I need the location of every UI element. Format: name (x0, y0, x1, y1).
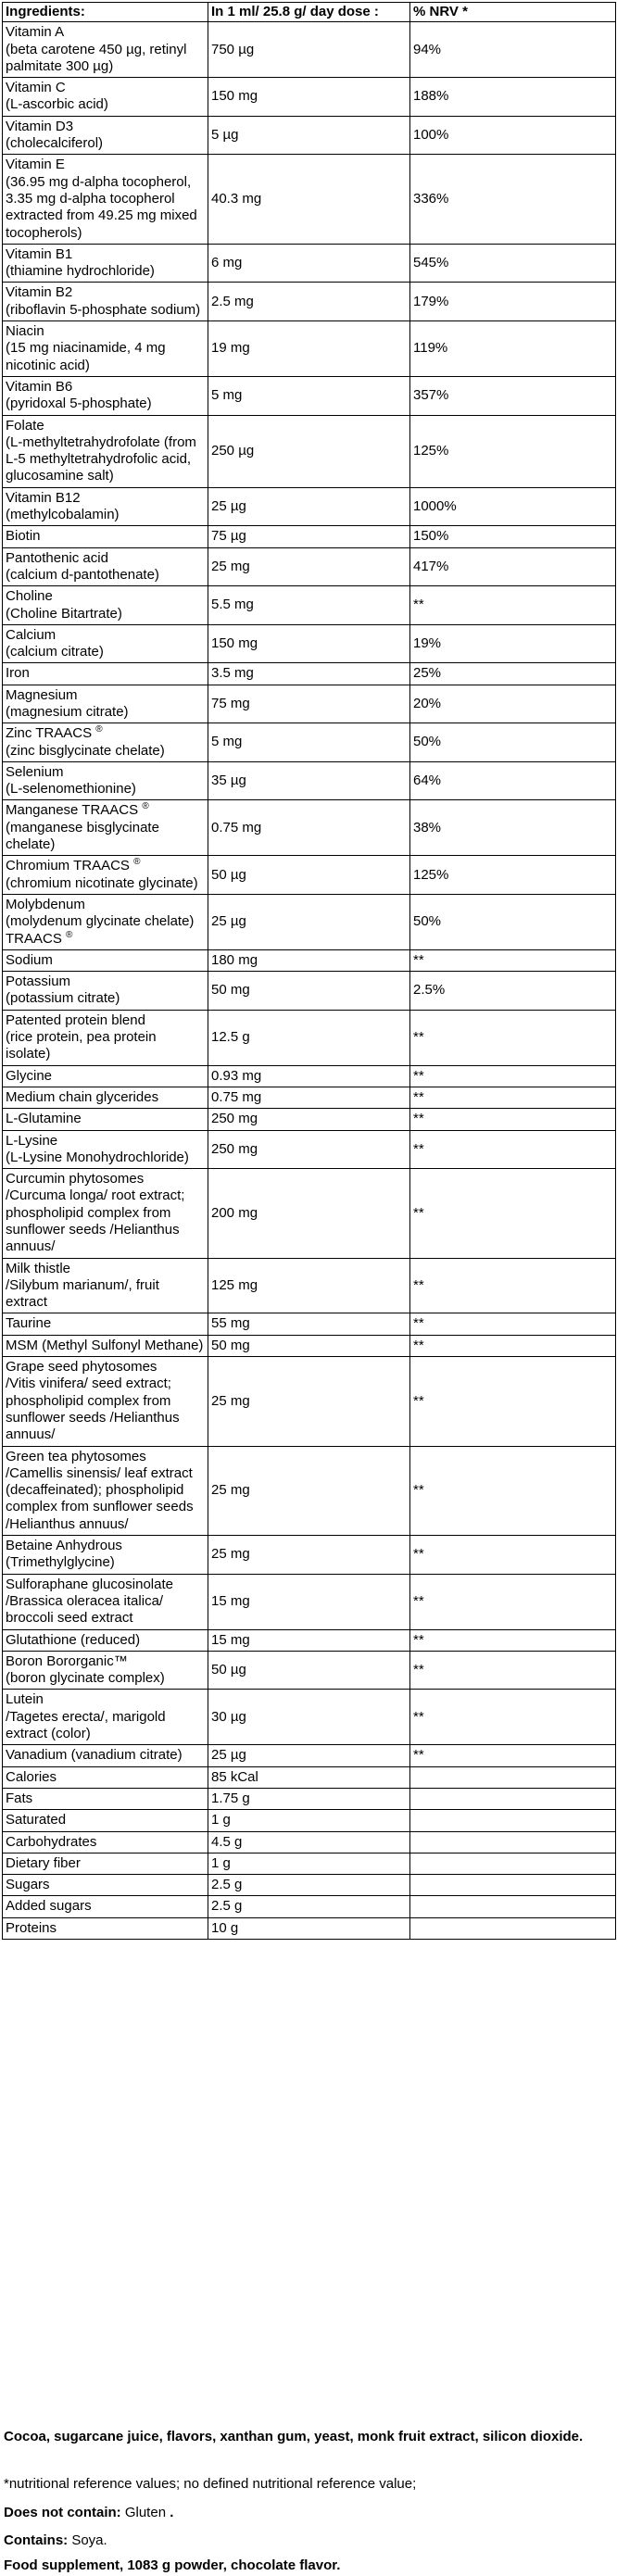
ingredient-cell (3, 321, 208, 377)
table-row (3, 1810, 616, 1831)
ingredient-name: Biotin (6, 528, 41, 545)
footer-ingredients (4, 2428, 611, 2446)
dose-cell: 4.5 g (208, 1831, 410, 1853)
dose-cell: 1 g (208, 1853, 410, 1874)
dose-cell: 50 µg (208, 1651, 410, 1690)
table-row (3, 116, 616, 155)
not-contain-value: Gluten (120, 2505, 167, 2520)
table-row (3, 1065, 616, 1087)
table-row (3, 1169, 616, 1258)
ingredient-name: Taurine (6, 1315, 52, 1332)
ingredient-cell (3, 1875, 208, 1896)
ingredient-cell (3, 1831, 208, 1853)
table-row (3, 1313, 616, 1335)
dose-cell: 75 µg (208, 526, 410, 547)
ingredient-name: Milk thistle /Silybum marianum/, fruit extract (6, 1260, 159, 1311)
ingredient-name: Niacin (15 mg niacinamide, 4 mg nicotinic acid) (6, 323, 166, 373)
table-header-row (3, 3, 616, 22)
ingredient-source: (manganese bisglycinate chelate) (6, 819, 159, 853)
dose-cell: 250 mg (208, 1109, 410, 1130)
ingredient-cell (3, 1357, 208, 1446)
table-row (3, 624, 616, 663)
dose-cell: 2.5 g (208, 1875, 410, 1896)
table-row (3, 283, 616, 321)
not-contain-label: Does not contain: (4, 2505, 121, 2520)
nrv-cell: ** (410, 1690, 616, 1745)
dose-cell: 25 mg (208, 547, 410, 586)
nrv-cell (410, 1853, 616, 1874)
nrv-cell: ** (410, 1087, 616, 1108)
table-row (3, 547, 616, 586)
nrv-cell: ** (410, 1109, 616, 1130)
nrv-cell: ** (410, 1130, 616, 1169)
table-row (3, 856, 616, 895)
dose-cell: 50 mg (208, 1335, 410, 1356)
nrv-cell: ** (410, 586, 616, 625)
ingredient-name: Saturated (6, 1812, 67, 1828)
ingredient-cell (3, 376, 208, 415)
ingredient-cell (3, 1690, 208, 1745)
nrv-cell: 179% (410, 283, 616, 321)
ingredient-cell (3, 1896, 208, 1917)
nrv-cell: 100% (410, 116, 616, 155)
table-row (3, 1690, 616, 1745)
dose-cell: 1 g (208, 1810, 410, 1831)
not-contain-end: . (166, 2505, 174, 2520)
footer-contains (4, 2532, 611, 2550)
ingredient-cell (3, 1087, 208, 1108)
nrv-cell: ** (410, 1745, 616, 1766)
ingredient-cell (3, 1745, 208, 1766)
ingredient-name: Pantothenic acid (calcium d-pantothenate) (6, 549, 159, 583)
ingredient-name: Grape seed phytosomes /Vitis vinifera/ seed extract; phospholipid complex from sunflower seeds /Helianthus annuus/ (6, 1359, 180, 1443)
registered-mark: ® (133, 857, 141, 868)
nrv-cell: 545% (410, 244, 616, 283)
ingredient-source: (zinc bisglycinate chelate) (6, 742, 165, 759)
table-row (3, 1896, 616, 1917)
dose-cell: 15 mg (208, 1574, 410, 1629)
nrv-cell: 125% (410, 415, 616, 487)
dose-cell: 1.75 g (208, 1788, 410, 1809)
dose-cell: 750 µg (208, 22, 410, 78)
ingredient-name: Selenium (L-selenomethionine) (6, 763, 136, 798)
nrv-cell: ** (410, 1313, 616, 1335)
header-ingredients: Ingredients: (3, 3, 208, 22)
nrv-cell: ** (410, 1010, 616, 1065)
ingredient-cell (3, 1574, 208, 1629)
dose-cell: 15 mg (208, 1629, 410, 1651)
ingredient-name: Vanadium (vanadium citrate) (6, 1747, 183, 1764)
ingredient-name: Vitamin B6 (pyridoxal 5-phosphate) (6, 378, 152, 412)
ingredient-name: Sodium (6, 951, 53, 968)
table-row (3, 1766, 616, 1788)
dose-cell: 2.5 mg (208, 283, 410, 321)
nrv-cell: 50% (410, 894, 616, 949)
table-row (3, 761, 616, 800)
ingredient-cell (3, 1629, 208, 1651)
ingredient-name: Magnesium (magnesium citrate) (6, 686, 129, 720)
ingredient-name: Vitamin B1 (thiamine hydrochloride) (6, 245, 155, 280)
ingredient-name: MSM (Methyl Sulfonyl Methane) (6, 1337, 204, 1353)
ingredient-name: Added sugars (6, 1898, 92, 1915)
dose-cell: 180 mg (208, 949, 410, 971)
ingredient-name: Vitamin D3 (cholecalciferol) (6, 118, 104, 152)
table-row (3, 586, 616, 625)
contains-label: Contains: (4, 2532, 69, 2548)
table-row (3, 78, 616, 117)
ingredient-name: Sulforaphane glucosinolate /Brassica oleracea italica/ broccoli seed extract (6, 1576, 173, 1627)
ingredient-name: Iron (6, 665, 30, 682)
dose-cell: 3.5 mg (208, 663, 410, 685)
dose-cell: 25 mg (208, 1446, 410, 1535)
table-row (3, 1357, 616, 1446)
ingredient-name: Patented protein blend (rice protein, pea protein isolate) (6, 1012, 157, 1062)
table-row (3, 1853, 616, 1874)
dose-cell: 30 µg (208, 1690, 410, 1745)
ingredient-cell (3, 526, 208, 547)
table-row (3, 1109, 616, 1130)
nrv-cell: 64% (410, 761, 616, 800)
nrv-cell: ** (410, 1651, 616, 1690)
ingredient-name: Choline (Choline Bitartrate) (6, 588, 122, 622)
ingredient-cell (3, 1536, 208, 1575)
ingredient-cell (3, 1917, 208, 1939)
dose-cell: 0.75 mg (208, 1087, 410, 1108)
ingredient-cell (3, 487, 208, 526)
ingredient-name: Boron Bororganic™ (boron glycinate complex) (6, 1652, 165, 1687)
table-row (3, 1629, 616, 1651)
ingredient-name: Proteins (6, 1919, 57, 1936)
ingredient-cell (3, 1010, 208, 1065)
dose-cell: 0.75 mg (208, 800, 410, 856)
nrv-cell: ** (410, 1335, 616, 1356)
table-row (3, 1788, 616, 1809)
ingredient-name: Zinc TRAACS (6, 725, 93, 742)
ingredient-name: Folate (L-methyltetrahydrofolate (from L-5 methyltetrahydrofolic acid, glucosamine salt) (6, 417, 196, 484)
ingredient-cell (3, 1766, 208, 1788)
ingredient-cell (3, 856, 208, 895)
nrv-cell: 119% (410, 321, 616, 377)
nrv-cell (410, 1831, 616, 1853)
footer-not-contain (4, 2504, 611, 2522)
nrv-cell: 188% (410, 78, 616, 117)
table-row (3, 487, 616, 526)
dose-cell: 5 mg (208, 723, 410, 762)
ingredient-cell (3, 415, 208, 487)
table-row (3, 415, 616, 487)
ingredient-name: Glycine (6, 1067, 53, 1084)
ingredient-name: L-Glutamine (6, 1111, 82, 1127)
table-row (3, 800, 616, 856)
dose-cell: 85 kCal (208, 1766, 410, 1788)
nrv-note-text: *nutritional reference values; no defined nutritional reference value; (4, 2476, 417, 2492)
ingredient-name: L-Lysine (L-Lysine Monohydrochloride) (6, 1132, 189, 1165)
other-ingredients-text: Cocoa, sugarcane juice, flavors, xanthan gum, yeast, monk fruit extract, silicon dioxide. (4, 2429, 584, 2444)
footer-product (4, 2557, 611, 2575)
table-row (3, 1536, 616, 1575)
nrv-cell: 20% (410, 685, 616, 723)
nrv-cell: ** (410, 1169, 616, 1258)
dose-cell: 6 mg (208, 244, 410, 283)
dose-cell: 5 µg (208, 116, 410, 155)
product-description: Food supplement, 1083 g powder, chocolate flavor. (4, 2557, 341, 2573)
dose-cell: 0.93 mg (208, 1065, 410, 1087)
table-row (3, 1087, 616, 1108)
dose-cell: 5.5 mg (208, 586, 410, 625)
dose-cell: 25 mg (208, 1536, 410, 1575)
dose-cell: 25 µg (208, 1745, 410, 1766)
nrv-cell (410, 1917, 616, 1939)
nrv-cell: 1000% (410, 487, 616, 526)
ingredient-cell (3, 155, 208, 244)
ingredient-cell (3, 949, 208, 971)
dose-cell: 250 µg (208, 415, 410, 487)
table-row (3, 1651, 616, 1690)
ingredient-cell (3, 1810, 208, 1831)
nrv-cell: ** (410, 949, 616, 971)
nrv-cell: 2.5% (410, 972, 616, 1011)
nrv-cell: ** (410, 1065, 616, 1087)
ingredient-name: Dietary fiber (6, 1854, 81, 1871)
table-row (3, 972, 616, 1011)
ingredient-cell (3, 1788, 208, 1809)
dose-cell: 55 mg (208, 1313, 410, 1335)
table-row (3, 1335, 616, 1356)
ingredient-name: Betaine Anhydrous (Trimethylglycine) (6, 1538, 122, 1571)
table-row (3, 244, 616, 283)
ingredient-cell (3, 586, 208, 625)
ingredient-cell (3, 1258, 208, 1313)
table-row (3, 1574, 616, 1629)
ingredient-name: Molybdenum (molydenum glycinate chelate) TRAACS (6, 896, 195, 947)
table-row (3, 685, 616, 723)
nrv-cell: 125% (410, 856, 616, 895)
dose-cell: 50 µg (208, 856, 410, 895)
ingredient-cell (3, 1065, 208, 1087)
dose-cell: 150 mg (208, 78, 410, 117)
registered-mark: ® (95, 724, 103, 735)
nrv-cell: 357% (410, 376, 616, 415)
ingredient-name: Vitamin C (L-ascorbic acid) (6, 80, 108, 113)
nrv-cell (410, 1810, 616, 1831)
nrv-cell: ** (410, 1446, 616, 1535)
dose-cell: 40.3 mg (208, 155, 410, 244)
nrv-cell: ** (410, 1574, 616, 1629)
ingredient-cell (3, 78, 208, 117)
ingredient-name: Curcumin phytosomes /Curcuma longa/ root extract; phospholipid complex from sunflower seeds /Helianthus annuus/ (6, 1171, 185, 1255)
ingredient-cell (3, 22, 208, 78)
nrv-cell: 150% (410, 526, 616, 547)
header-dose: In 1 ml/ 25.8 g/ day dose : (208, 3, 410, 22)
ingredient-name: Calcium (calcium citrate) (6, 626, 104, 660)
table-row (3, 1831, 616, 1853)
nrv-cell: ** (410, 1357, 616, 1446)
nrv-cell: ** (410, 1629, 616, 1651)
nrv-cell (410, 1896, 616, 1917)
ingredient-cell (3, 1130, 208, 1169)
table-row (3, 1917, 616, 1939)
ingredient-name: Vitamin B2 (riboflavin 5-phosphate sodium) (6, 284, 201, 318)
dose-cell: 5 mg (208, 376, 410, 415)
nrv-cell: 336% (410, 155, 616, 244)
ingredient-cell (3, 723, 208, 762)
table-row (3, 526, 616, 547)
ingredient-name: Calories (6, 1768, 57, 1785)
table-row (3, 723, 616, 762)
ingredient-cell (3, 1313, 208, 1335)
dose-cell: 25 µg (208, 487, 410, 526)
table-row (3, 155, 616, 244)
dose-cell: 150 mg (208, 624, 410, 663)
table-body (3, 22, 616, 1940)
dose-cell: 250 mg (208, 1130, 410, 1169)
ingredient-name: Lutein /Tagetes erecta/, marigold extract (color) (6, 1691, 166, 1742)
ingredient-cell (3, 1446, 208, 1535)
ingredient-cell (3, 1651, 208, 1690)
dose-cell: 12.5 g (208, 1010, 410, 1065)
ingredient-name: Chromium TRAACS (6, 858, 130, 874)
table-row (3, 894, 616, 949)
ingredient-cell (3, 1109, 208, 1130)
table-row (3, 1446, 616, 1535)
registered-mark: ® (66, 929, 73, 940)
ingredient-name: Vitamin B12 (methylcobalamin) (6, 489, 120, 523)
nrv-cell (410, 1788, 616, 1809)
footer-nrv-note (4, 2475, 611, 2494)
ingredient-cell (3, 761, 208, 800)
table-row (3, 321, 616, 377)
ingredient-cell (3, 894, 208, 949)
table-row (3, 22, 616, 78)
table-row (3, 1130, 616, 1169)
table-row (3, 376, 616, 415)
ingredients-table (2, 2, 616, 1940)
ingredient-cell (3, 547, 208, 586)
ingredient-cell (3, 244, 208, 283)
ingredient-cell (3, 663, 208, 685)
dose-cell: 35 µg (208, 761, 410, 800)
table-row (3, 1745, 616, 1766)
table-row (3, 663, 616, 685)
contains-value: Soya. (68, 2532, 107, 2548)
nrv-cell: 19% (410, 624, 616, 663)
nrv-cell: 94% (410, 22, 616, 78)
dose-cell: 10 g (208, 1917, 410, 1939)
dose-cell: 125 mg (208, 1258, 410, 1313)
dose-cell: 25 mg (208, 1357, 410, 1446)
ingredient-cell (3, 972, 208, 1011)
dose-cell: 19 mg (208, 321, 410, 377)
ingredient-cell (3, 1853, 208, 1874)
dose-cell: 2.5 g (208, 1896, 410, 1917)
ingredient-name: Medium chain glycerides (6, 1088, 159, 1105)
ingredient-name: Vitamin A (beta carotene 450 µg, retinyl palmitate 300 µg) (6, 24, 187, 74)
ingredient-name: Sugars (6, 1877, 50, 1893)
ingredient-name: Glutathione (reduced) (6, 1631, 141, 1648)
ingredient-cell (3, 1335, 208, 1356)
table-row (3, 1875, 616, 1896)
nrv-cell: 50% (410, 723, 616, 762)
nrv-cell: ** (410, 1258, 616, 1313)
ingredient-cell (3, 800, 208, 856)
ingredient-name: Potassium (potassium citrate) (6, 974, 120, 1007)
ingredient-source: (chromium nicotinate glycinate) (6, 874, 198, 891)
table-row (3, 949, 616, 971)
ingredient-cell (3, 116, 208, 155)
ingredient-name: Vitamin E (36.95 mg d-alpha tocopherol, 3.35 mg d-alpha tocopherol extracted from 49.25 mg mixed tocopherols) (6, 157, 197, 241)
ingredient-name: Green tea phytosomes /Camellis sinensis/ leaf extract (decaffeinated); phospholipid complex from sunflower seeds /Helianthus annuus/ (6, 1448, 194, 1532)
dose-cell: 200 mg (208, 1169, 410, 1258)
dose-cell: 25 µg (208, 894, 410, 949)
header-nrv: % NRV * (410, 3, 616, 22)
ingredient-name: Manganese TRAACS (6, 802, 139, 819)
registered-mark: ® (142, 801, 149, 812)
ingredient-cell (3, 685, 208, 723)
ingredient-name: Carbohydrates (6, 1833, 97, 1850)
nrv-cell: 38% (410, 800, 616, 856)
table-row (3, 1010, 616, 1065)
ingredient-cell (3, 283, 208, 321)
dose-cell: 50 mg (208, 972, 410, 1011)
nrv-cell (410, 1766, 616, 1788)
ingredient-name: Fats (6, 1790, 33, 1806)
nrv-cell: ** (410, 1536, 616, 1575)
ingredient-cell (3, 1169, 208, 1258)
table-row (3, 1258, 616, 1313)
dose-cell: 75 mg (208, 685, 410, 723)
nrv-cell (410, 1875, 616, 1896)
nrv-cell: 417% (410, 547, 616, 586)
nrv-cell: 25% (410, 663, 616, 685)
ingredient-cell (3, 624, 208, 663)
